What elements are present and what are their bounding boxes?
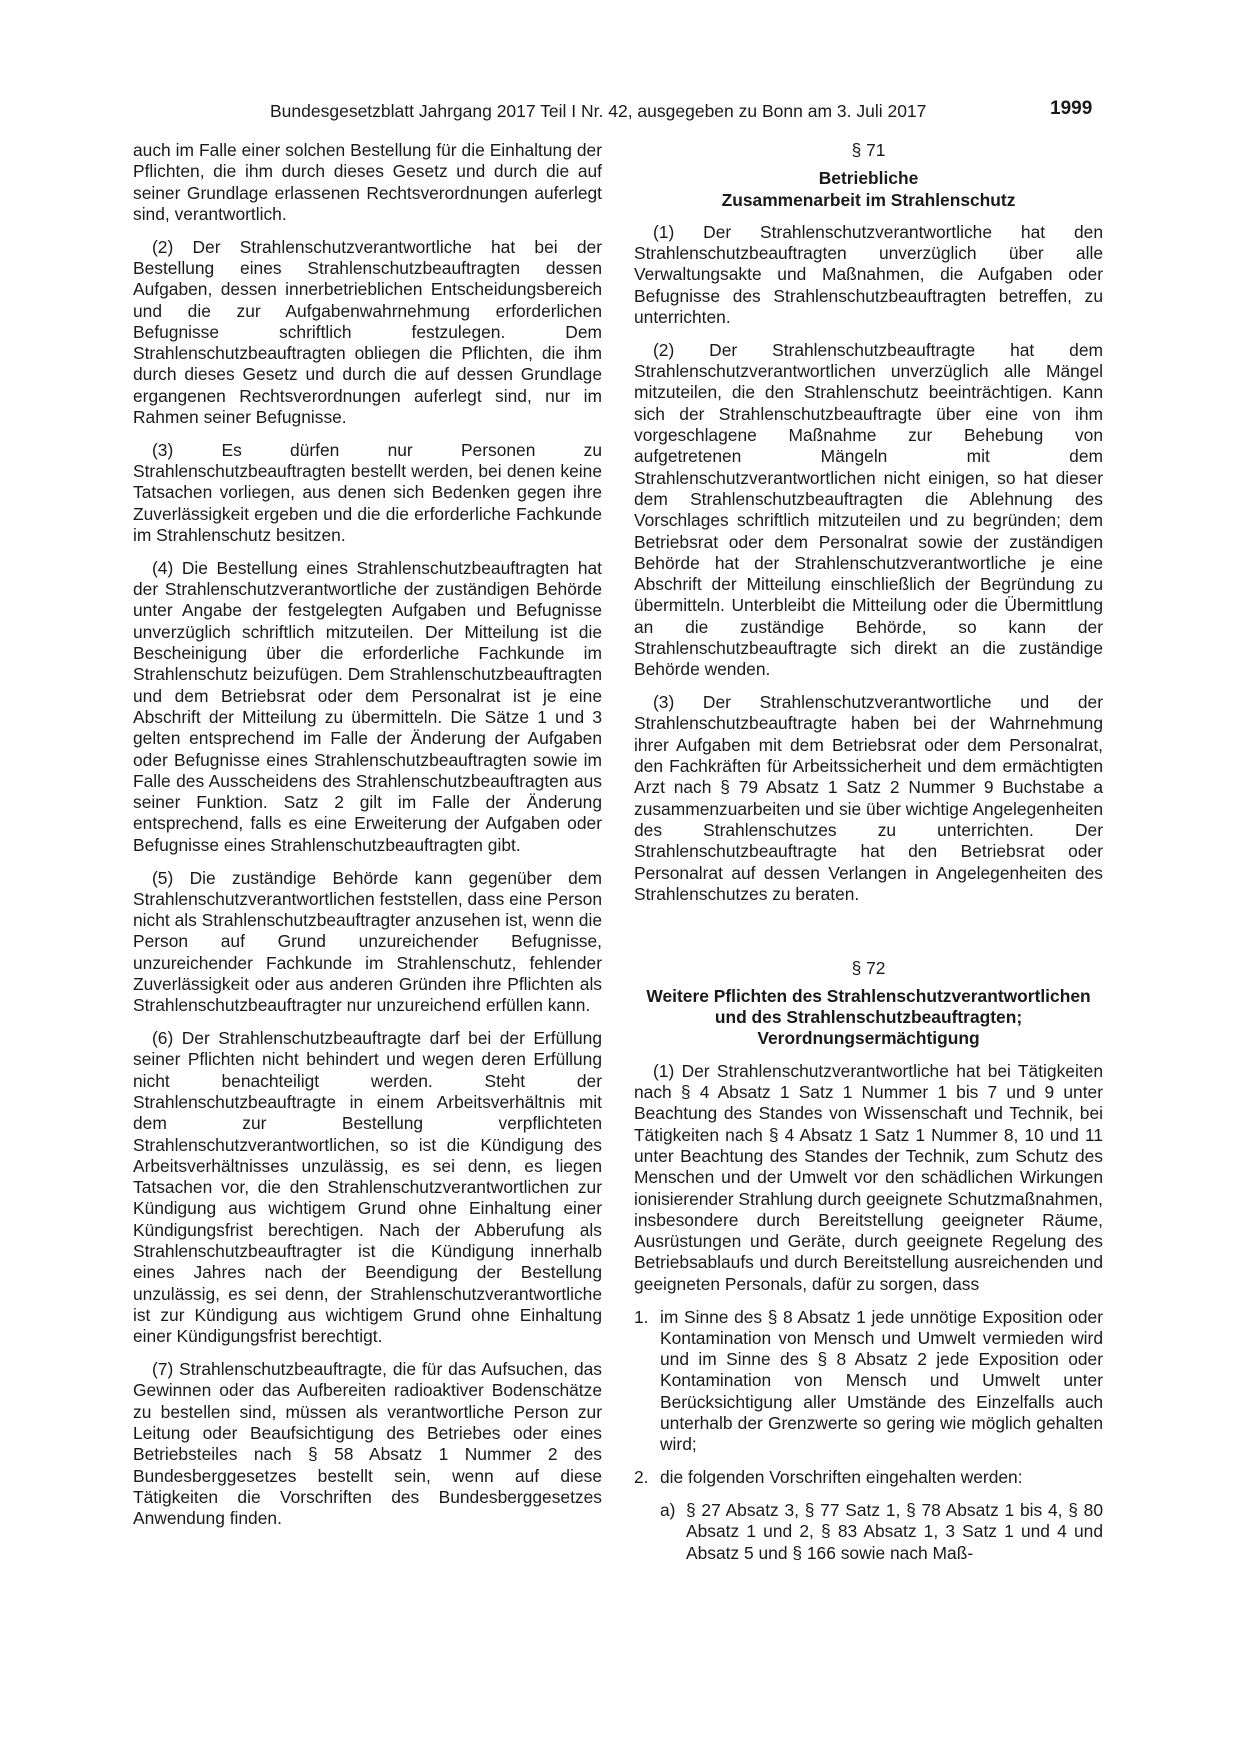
- list-item-2-text: die folgenden Vorschriften eingehalten werden:: [660, 1467, 1023, 1488]
- paragraph-7: (7) Strahlenschutzbeauftragte, die für das Aufsuchen, das Gewinnen oder das Aufbereiten radioaktiver Bodenschätze zu bestellen sind, müssen als verantwortliche Person zur Leitung oder Beaufsichtigung des Betriebes oder eines Betriebsteiles nach § 58 Absatz 1 Nummer 2 des Bundesberggesetzes bestellt sein, wenn auf diese Tätigkeiten die Vorschriften des Bundesberggesetzes Anwendung finden.: [133, 1359, 602, 1529]
- paragraph-continuation: auch im Falle einer solchen Bestellung für die Einhaltung der Pflichten, die ihm durch dieses Gesetz und durch die auf seiner Grundlage erlassenen Rechtsverordnungen auferlegt sind, verantwortlich.: [133, 140, 602, 224]
- section-spacer: [634, 917, 1103, 944]
- section-71-title-line-1: Betriebliche: [818, 168, 919, 189]
- list-item-1: [634, 1307, 1103, 1456]
- paragraph-6: (6) Der Strahlenschutzbeauftragte darf bei der Erfüllung seiner Pflichten nicht behindert und wegen deren Erfüllung nicht benachteiligt werden. Steht der Strahlenschutzbeauftragte in einem Arbeitsverhältnis mit dem zur Bestellung verpflichteten Strahlenschutzverantwortlichen, so ist die Kündigung des Arbeitsverhältnisses unzulässig, es sei denn, es liegen Tatsachen vor, die den Strahlenschutzverantwortlichen zur Kündigung aus wichtigem Grund ohne Einhaltung einer Kündigungsfrist berechtigen. Nach der Abberufung als Strahlenschutzbeauftragter ist die Kündigung innerhalb eines Jahres nach der Beendigung der Bestellung unzulässig, es sei denn, der Strahlenschutzverantwortliche ist zur Kündigung aus wichtigem Grund ohne Einhaltung einer Kündigungsfrist berechtigt.: [133, 1028, 602, 1347]
- page-number: 1999: [1050, 98, 1093, 119]
- section-72-paragraph-1: (1) Der Strahlenschutzverantwortliche hat bei Tätigkeiten nach § 4 Absatz 1 Satz 1 Nummer 1 bis 7 und 9 unter Beachtung des Standes von Wissenschaft und Technik, bei Tätigkeiten nach § 4 Absatz 1 Satz 1 Nummer 8, 10 und 11 unter Beachtung des Standes der Technik, zum Schutz des Menschen und der Umwelt vor den schädlichen Wirkungen ionisierender Strahlung durch geeignete Schutzmaßnahmen, insbesondere durch Bereitstellung geeigneter Räume, Ausrüstungen und Geräte, durch geeignete Regelung des Betriebsablaufs und durch Bereitstellung ausreichenden und geeigneten Personals, dafür zu sorgen, dass: [634, 1060, 1103, 1294]
- section-71-number: § 71: [851, 140, 886, 160]
- list-item-2: [634, 1467, 1103, 1488]
- sub-item-a-letter: a): [660, 1499, 676, 1520]
- page-header: [0, 97, 1241, 127]
- list-item-1-number: 1.: [634, 1306, 649, 1327]
- section-71-paragraph-2: (2) Der Strahlenschutzbeauftragte hat dem Strahlenschutzverantwortlichen unverzüglich alle Mängel mitzuteilen, die den Strahlenschutz beeinträchtigen. Kann sich der Strahlenschutzbeauftragte über eine von ihm vorgeschlagene Maßnahme zur Behebung von aufgetretenen Mängeln mit dem Strahlenschutzverantwortlichen nicht einigen, so hat dieser dem Strahlenschutzbeauftragten die Ablehnung des Vorschlages schriftlich mitzuteilen und zu begründen; dem Betriebsrat oder dem Personalrat sowie der zuständigen Behörde hat der Strahlenschutzverantwortliche je eine Abschrift der Mitteilung einschließlich der Begründung zu übermitteln. Unterbleibt die Mitteilung oder die Übermittlung an die zuständige Behörde, so kann der Strahlenschutzbeauftragte sich direkt an die zuständige Behörde wenden.: [634, 339, 1103, 680]
- sub-item-a: [660, 1500, 1103, 1564]
- paragraph-4: (4) Die Bestellung eines Strahlenschutzbeauftragten hat der Strahlenschutzverantwortliche der zuständigen Behörde unter Angabe der festgelegten Aufgaben und Befugnisse unverzüglich schriftlich mitzuteilen. Der Mitteilung ist die Bescheinigung über die erforderliche Fachkunde im Strahlenschutz beizufügen. Dem Strahlenschutzbeauftragten und dem Betriebsrat oder dem Personalrat ist je eine Abschrift der Mitteilung zu übermitteln. Die Sätze 1 und 3 gelten entsprechend im Falle der Änderung der Aufgaben oder Befugnisse eines Strahlenschutzbeauftragten sowie im Falle des Ausscheidens des Strahlenschutzbeauftragten aus seiner Funktion. Satz 2 gilt im Falle der Änderung entsprechend, falls es eine Erweiterung der Aufgaben oder Befugnisse eines Strahlenschutzbeauftragten gibt.: [133, 557, 602, 855]
- paragraph-3: (3) Es dürfen nur Personen zu Strahlenschutzbeauftragten bestellt werden, bei denen keine Tatsachen vorliegen, aus denen sich Bedenken gegen ihre Zuverlässigkeit ergeben und die die erforderliche Fachkunde im Strahlenschutz besitzen.: [133, 439, 602, 546]
- right-column: [634, 140, 1103, 1564]
- left-column: [133, 140, 602, 1541]
- paragraph-5: (5) Die zuständige Behörde kann gegenüber dem Strahlenschutzverantwortlichen feststellen, dass eine Person nicht als Strahlenschutzbeauftragter anzusehen ist, wenn die Person auf Grund unzureichender Befugnisse, unzureichender Fachkunde im Strahlenschutz, fehlender Zuverlässigkeit oder aus anderen Gründen ihre Pflichten als Strahlenschutzbeauftragter nur unzureichend erfüllen kann.: [133, 867, 602, 1016]
- section-71-title-line-2: Zusammenarbeit im Strahlenschutz: [721, 189, 1016, 210]
- section-72-number: § 72: [851, 957, 886, 978]
- sub-item-a-text: § 27 Absatz 3, § 77 Satz 1, § 78 Absatz 1 bis 4, § 80 Absatz 1 und 2, § 83 Absatz 1, 3 Satz 1 und 4 und Absatz 5 und § 166 sowie nach Maß-: [686, 1499, 1103, 1563]
- section-71-paragraph-1: (1) Der Strahlenschutzverantwortliche hat den Strahlenschutzbeauftragten unverzüglich über alle Verwaltungsakte und Maßnahmen, die Aufgaben oder Befugnisse des Strahlenschutzbeauftragten betreffen, zu unterrichten.: [634, 221, 1103, 328]
- section-71-title: [634, 168, 1103, 211]
- list-item-2-number: 2.: [634, 1467, 649, 1488]
- section-71-paragraph-3: (3) Der Strahlenschutzverantwortliche und der Strahlenschutzbeauftragte haben bei der Wahrnehmung ihrer Aufgaben mit dem Betriebsrat oder dem Personalrat, den Fachkräften für Arbeitssicherheit und dem ermächtigten Arzt nach § 79 Absatz 1 Satz 2 Nummer 9 Buchstabe a zusammenzuarbeiten und sie über wichtige Angelegenheiten des Strahlenschutzes zu unterrichten. Der Strahlenschutzbeauftragte hat den Betriebsrat oder Personalrat auf dessen Verlangen in Angelegenheiten des Strahlenschutzes zu beraten.: [634, 692, 1103, 904]
- list-item-1-text: im Sinne des § 8 Absatz 1 jede unnötige Exposition oder Kontamination von Mensch und Umwelt vermieden wird und im Sinne des § 8 Absatz 2 jede Exposition oder Kontamination von Mensch und Umwelt unter Berücksichtigung aller Umstände des Einzelfalls auch unterhalb der Grenzwerte so gering wie möglich gehalten wird;: [660, 1306, 1103, 1455]
- section-72-title: Weitere Pflichten des Strahlenschutzverantwortlichen und des Strahlenschutzbeauftragten; Verordnungsermächtigung: [646, 985, 1091, 1049]
- paragraph-2: (2) Der Strahlenschutzverantwortliche hat bei der Bestellung eines Strahlenschutzbeauftragten dessen Aufgaben, dessen innerbetrieblichen Entscheidungsbereich und die zur Aufgabenwahrnehmung erforderlichen Befugnisse schriftlich festzulegen. Dem Strahlenschutzbeauftragten obliegen die Pflichten, die ihm durch dieses Gesetz und durch die auf dessen Grundlage ergangenen Rechtsverordnungen auferlegt sind, nur im Rahmen seiner Befugnisse.: [133, 236, 602, 428]
- running-header: Bundesgesetzblatt Jahrgang 2017 Teil I Nr. 42, ausgegeben zu Bonn am 3. Juli 2017: [270, 101, 927, 121]
